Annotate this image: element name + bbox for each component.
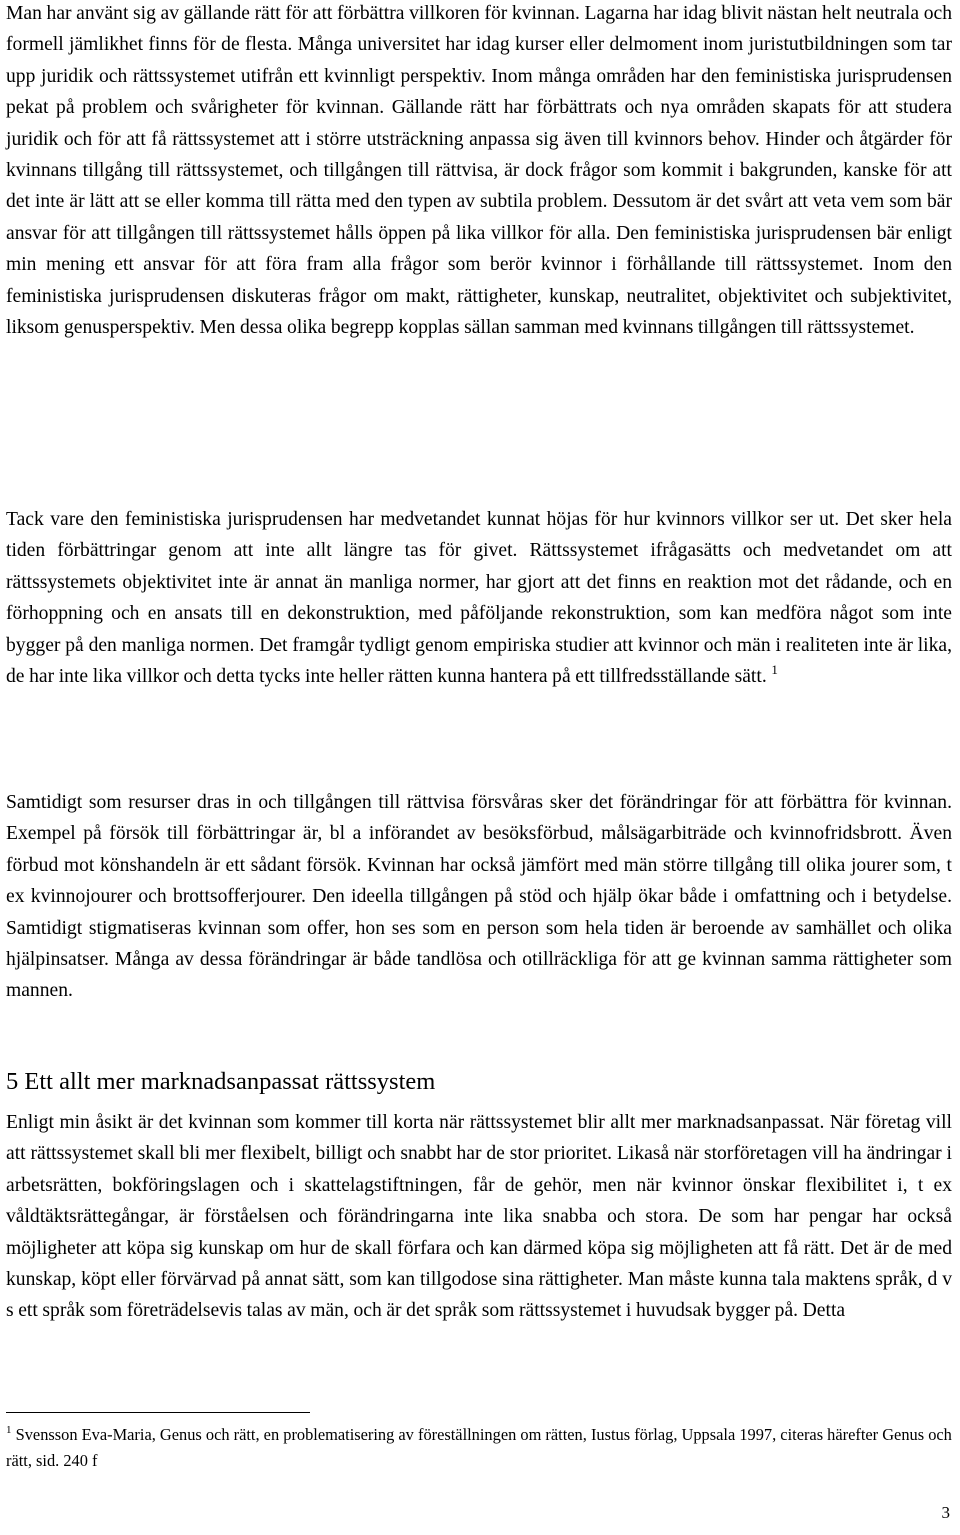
footnote-divider xyxy=(6,1412,310,1413)
body-paragraph: Enligt min åsikt är det kvinnan som kommer till korta när rättssystemet blir allt mer marknadsanpassat. När företag vill att rättssystemet skall bli mer flexibelt, billigt och snabbt har de stor prioritet. Likaså när storföretagen vill ha ändringar i arbetsrätten, bokföringslagen och i skattelagstiftningen, får de gehör, men när kvinnor önskar flexibilitet i, t ex våldtäktsrättegångar, är förståelsen och förändringarna inte lika snabba och stora. De som har pengar har också möjligheter att köpa sig kunskap om hur de skall förfara och kan därmed köpa sig möjligheten att få rätt. Det är de med kunskap, köpt eller förvärvad på annat sätt, som kan tillgodose sina rättigheter. Man måste kunna tala maktens språk, d v s ett språk som företrädelsevis talas av män, och är det språk som rättssystemet i huvudsak bygger på. Detta xyxy=(6,1112,952,1322)
footnote-text: Svensson Eva-Maria, Genus och rätt, en problematisering av föreställningen om rätten, Iustus förlag, Uppsala 1997, citeras härefter Genus och rätt, sid. 240 f xyxy=(6,1425,952,1470)
section-heading: 5 Ett allt mer marknadsanpassat rättssystem xyxy=(6,1068,436,1095)
footnote xyxy=(6,1422,952,1474)
footnote-reference[interactable]: 1 xyxy=(771,662,778,678)
body-paragraph: Samtidigt som resurser dras in och tillgången till rättvisa försvåras sker det förändringar för att förbättra för kvinnan. Exempel på försök till förbättringar är, bl a införandet av besöksförbud, målsägarbiträde och kvinnofridsbrott. Även förbud mot könshandeln är ett sådant försök. Kvinnan har också jämfört med män större tillgång till olika jourer som, t ex kvinnojourer och brottsofferjourer. Den ideella tillgången på stöd och hjälp ökar både i omfattning och i betydelse. Samtidigt stigmatiseras kvinnan som offer, hon ses som en person som hela tiden är beroende av samhället och olika hjälpinsatser. Många av dessa förändringar är både tandlösa och otillräckliga för att ge kvinnan samma rättigheter som mannen. xyxy=(6,792,952,1002)
body-paragraph xyxy=(6,504,952,692)
footnote-number: 1 xyxy=(6,1424,12,1436)
page-number: 3 xyxy=(941,1503,950,1522)
body-paragraph: Man har använt sig av gällande rätt för att förbättra villkoren för kvinnan. Lagarna har idag blivit nästan helt neutrala och formell jämlikhet finns för de flesta. Många universitet har idag kurser eller delmoment inom juristutbildningen som tar upp juridik och rättssystemet utifrån ett kvinnligt perspektiv. Inom många områden har den feministiska jurisprudensen pekat på problem och svårigheter för kvinnan. Gällande rätt har förbättrats och nya områden skapats för att studera juridik och för att få rättssystemet att i större utsträckning anpassa sig även till kvinnors behov. Hinder och åtgärder för kvinnans tillgång till rättssystemet, och tillgången till rättvisa, är dock frågor som kommit i bakgrunden, kanske för att det inte är lätt att se eller komma till rätta med den typen av subtila problem. Dessutom är det svårt att veta vem som bär ansvar för att tillgången till rättssystemet hålls öppen på lika villkor för alla. Den feministiska jurisprudensen bär enligt min mening ett ansvar för att föra fram alla frågor som berör kvinnor i förhållande till rättssystemet. Inom den feministiska jurisprudensen diskuteras frågor om makt, rättigheter, kunskap, neutralitet, objektivitet och subjektivitet, liksom genusperspektiv. Men dessa olika begrepp kopplas sällan samman med kvinnans tillgången till rättssystemet. xyxy=(6,3,952,339)
paragraph-text: Tack vare den feministiska jurisprudensen har medvetandet kunnat höjas för hur kvinnors villkor ser ut. Det sker hela tiden förbättringar genom att inte allt längre tas för givet. Rättssystemet ifrågasätts och medvetandet om att rättssystemets objektivitet inte är annat än manliga normer, har gjort att det finns en reaktion mot det rådande, och en förhoppning och en ansats till en dekonstruktion, med påföljande rekonstruktion, som kan medföra något som inte bygger på den manliga normen. Det framgår tydligt genom empiriska studier att kvinnor och män i realiteten inte är lika, de har inte lika villkor och detta tycks inte heller rätten kunna hantera på ett tillfredsställande sätt. xyxy=(6,509,952,688)
